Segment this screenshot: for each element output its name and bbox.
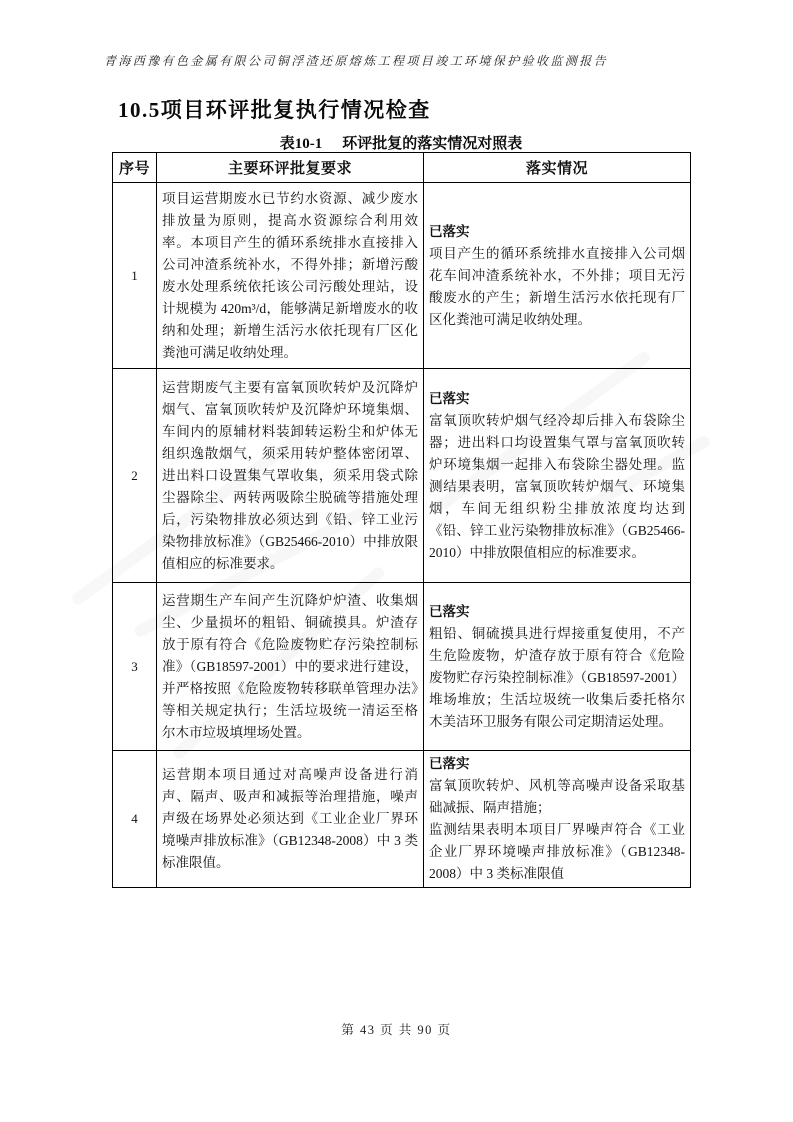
requirement-cell bbox=[157, 369, 424, 583]
status-text: 项目产生的循环系统排水直接排入公司烟花车间冲渣系统补水，不外排；项目无污酸废水的产生；新增生活污水依托现有厂区化粪池可满足收纳处理。 bbox=[429, 245, 685, 327]
requirement-text: 项目运营期废水已节约水资源、减少废水排放量为原则，提高水资源综合利用效率。本项目产生的循环系统排水直接排入公司冲渣系统补水，不得外排；新增污酸废水处理系统依托该公司污酸处理站，设计规模为 420m³/d，能够满足新增废水的收纳和处理；新增生活污水依托现有厂区化粪池可满足收纳处理。 bbox=[162, 190, 418, 360]
requirement-cell bbox=[157, 751, 424, 888]
status-cell bbox=[424, 751, 691, 888]
running-header: 青海西豫有色金属有限公司铜浮渣还原熔炼工程项目竣工环境保护验收监测报告 bbox=[104, 54, 609, 68]
status-label: 已落实 bbox=[429, 756, 470, 771]
row-number: 1 bbox=[113, 183, 157, 369]
status-text: 富氧顶吹转炉、风机等高噪声设备采取基础减振、隔声措施； bbox=[429, 778, 685, 815]
status-label: 已落实 bbox=[429, 223, 470, 239]
requirement-cell bbox=[157, 183, 424, 369]
requirement-text: 运营期废气主要有富氧顶吹转炉及沉降炉烟气、富氧顶吹转炉及沉降炉环境集烟、车间内的原辅材料装卸转运粉尘和炉体无组织逸散烟气，须采用转炉整体密闭罩、进出料口设置集气罩收集，须采用袋式除尘器除尘、两转两吸除尘脱硫等措施处理后，污染物排放必须达到《铅、锌工业污染物排放标准》（GB25466-2010）中排放限值相应的标准要求。 bbox=[162, 379, 418, 571]
status-cell bbox=[424, 369, 691, 583]
table-header-row bbox=[113, 153, 691, 183]
table-row bbox=[113, 583, 691, 751]
header-cell-status: 落实情况 bbox=[424, 153, 691, 183]
status-label: 已落实 bbox=[429, 390, 470, 406]
table-caption-title: 环评批复的落实情况对照表 bbox=[342, 136, 523, 152]
row-number: 4 bbox=[113, 751, 157, 888]
table-caption-number: 表10-1 bbox=[279, 136, 323, 152]
status-label: 已落实 bbox=[429, 603, 470, 619]
status-text: 粗铅、铜硫摸具进行焊接重复使用，不产生危险废物，炉渣存放于原有符合《危险废物贮存污染控制标准》（GB18597-2001）堆场堆放；生活垃圾统一收集后委托格尔木美洁环卫服务有限公司定期清运处理。 bbox=[429, 625, 685, 729]
table-row bbox=[113, 369, 691, 583]
compliance-table bbox=[112, 152, 691, 888]
status-text: 富氧顶吹转炉烟气经冷却后排入布袋除尘器；进出料口均设置集气罩与富氧顶吹转炉环境集烟一起排入布袋除尘器处理。监测结果表明，富氧顶吹转炉烟气、环境集烟，车间无组织粉尘排放浓度均达到《铅、锌工业污染物排放标准》（GB25466-2010）中排放限值相应的标准要求。 bbox=[429, 412, 685, 560]
status-text: 监测结果表明本项目厂界噪声符合《工业企业厂界环境噪声排放标准》（GB12348-2008）中 3 类标准限值 bbox=[429, 822, 685, 881]
header-cell-requirement: 主要环评批复要求 bbox=[157, 153, 424, 183]
requirement-cell bbox=[157, 583, 424, 751]
requirement-text: 运营期生产车间产生沉降炉炉渣、收集烟尘、少量损坏的粗铅、铜硫摸具。炉渣存放于原有符合《危险废物贮存污染控制标准》（GB18597-2001）中的要求进行建设，并严格按照《危险废物转移联单管理办法》等相关规定执行；生活垃圾统一清运至格尔木市垃圾填埋场处置。 bbox=[162, 592, 418, 740]
status-cell bbox=[424, 183, 691, 369]
status-cell bbox=[424, 583, 691, 751]
row-number: 2 bbox=[113, 369, 157, 583]
table-row bbox=[113, 751, 691, 888]
row-number: 3 bbox=[113, 583, 157, 751]
page-number: 第 43 页 共 90 页 bbox=[341, 1023, 452, 1037]
requirement-text: 运营期本项目通过对高噪声设备进行消声、隔声、吸声和减振等治理措施，噪声声级在场界处必须达到《工业企业厂界环境噪声排放标准》（GB12348-2008）中 3 类标准限值。 bbox=[162, 767, 418, 870]
header-cell-index: 序号 bbox=[113, 153, 157, 183]
table-row bbox=[113, 183, 691, 369]
table-caption bbox=[112, 132, 690, 153]
section-title: 10.5项目环评批复执行情况检查 bbox=[118, 98, 431, 122]
